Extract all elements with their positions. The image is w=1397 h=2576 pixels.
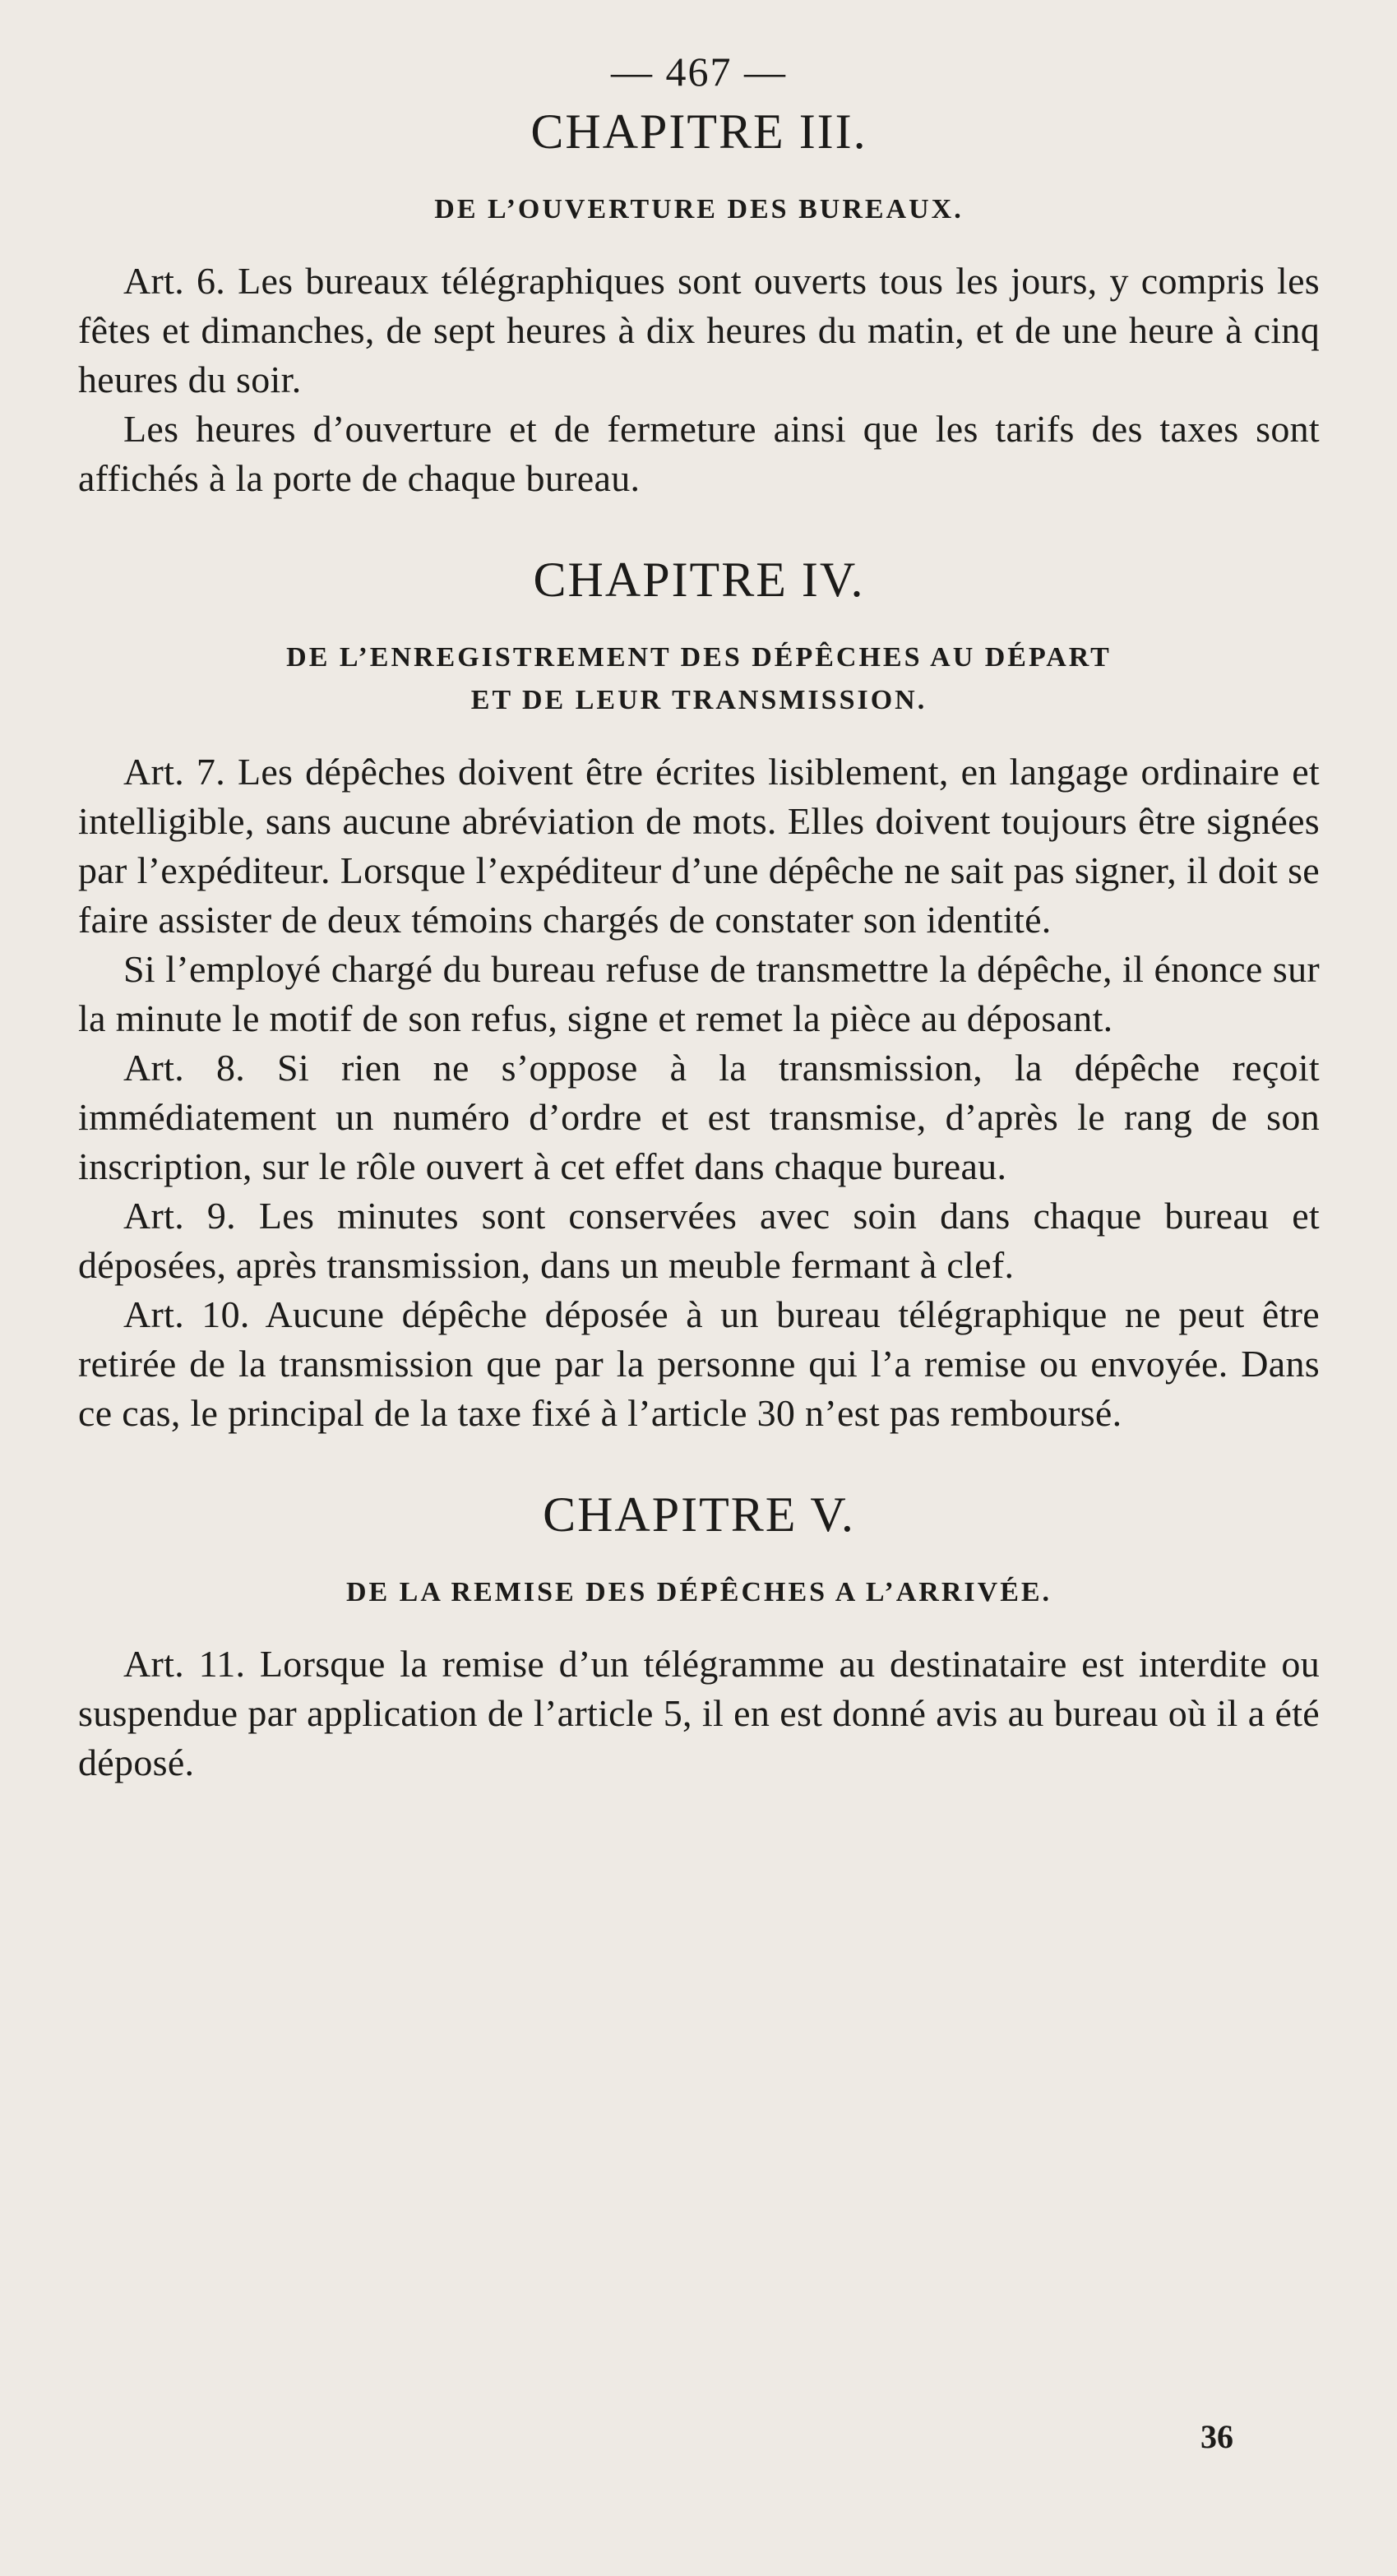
article-paragraph: Art. 7. Les dépêches doivent être écrites lisiblement, en langage ordinaire et intelligible, sans aucune abréviation de mots. Elles doivent toujours être signées par l’expéditeur. Lorsque l’expéditeur d’une dépêche ne sait pas signer, il doit se faire assister de deux témoins chargés de constater son identité. bbox=[78, 751, 1320, 941]
chapter-4 bbox=[78, 553, 1320, 1438]
signature-mark: 36 bbox=[1200, 2418, 1233, 2455]
article-paragraph: Art. 9. Les minutes sont conservées avec soin dans chaque bureau et déposées, après transmission, dans un meuble fermant à clef. bbox=[78, 1195, 1320, 1287]
article-paragraph: Les heures d’ouverture et de fermeture ainsi que les tarifs des taxes sont affichés à la porte de chaque bureau. bbox=[78, 407, 1320, 499]
chapter-subtitle: DE L’ENREGISTREMENT DES DÉPÊCHES AU DÉPART ET DE LEUR TRANSMISSION. bbox=[286, 641, 1112, 716]
chapter-title: CHAPITRE IV. bbox=[533, 552, 865, 607]
chapter-5 bbox=[78, 1487, 1320, 1787]
article-paragraph: Art. 8. Si rien ne s’oppose à la transmission, la dépêche reçoit immédiatement un numéro d’ordre et est transmise, d’après le rang de son inscription, sur le rôle ouvert à cet effet dans chaque bureau. bbox=[78, 1047, 1320, 1188]
chapter-title: CHAPITRE III. bbox=[530, 104, 867, 159]
article-paragraph: Art. 6. Les bureaux télégraphiques sont ouverts tous les jours, y compris les fêtes et dimanches, de sept heures à dix heures du matin, et de une heure à cinq heures du soir. bbox=[78, 259, 1320, 400]
article-paragraph: Si l’employé chargé du bureau refuse de transmettre la dépêche, il énonce sur la minute le motif de son refus, signe et remet la pièce au déposant. bbox=[78, 948, 1320, 1040]
page-number: — 467 — bbox=[611, 49, 787, 95]
chapter-subtitle: DE L’OUVERTURE DES BUREAUX. bbox=[434, 194, 964, 224]
article-paragraph: Art. 11. Lorsque la remise d’un télégramme au destinataire est interdite ou suspendue par application de l’article 5, il en est donné avis au bureau où il a été déposé. bbox=[78, 1642, 1320, 1783]
article-paragraph: Art. 10. Aucune dépêche déposée à un bureau télégraphique ne peut être retirée de la transmission que par la personne qui l’a remise ou envoyée. Dans ce cas, le principal de la taxe fixé à l’article 30 n’est pas remboursé. bbox=[78, 1293, 1320, 1435]
chapter-title: CHAPITRE V. bbox=[543, 1487, 855, 1542]
chapter-subtitle: DE LA REMISE DES DÉPÊCHES A L’ARRIVÉE. bbox=[345, 1577, 1052, 1608]
text-column bbox=[78, 49, 1320, 1787]
chapter-3 bbox=[78, 104, 1320, 503]
